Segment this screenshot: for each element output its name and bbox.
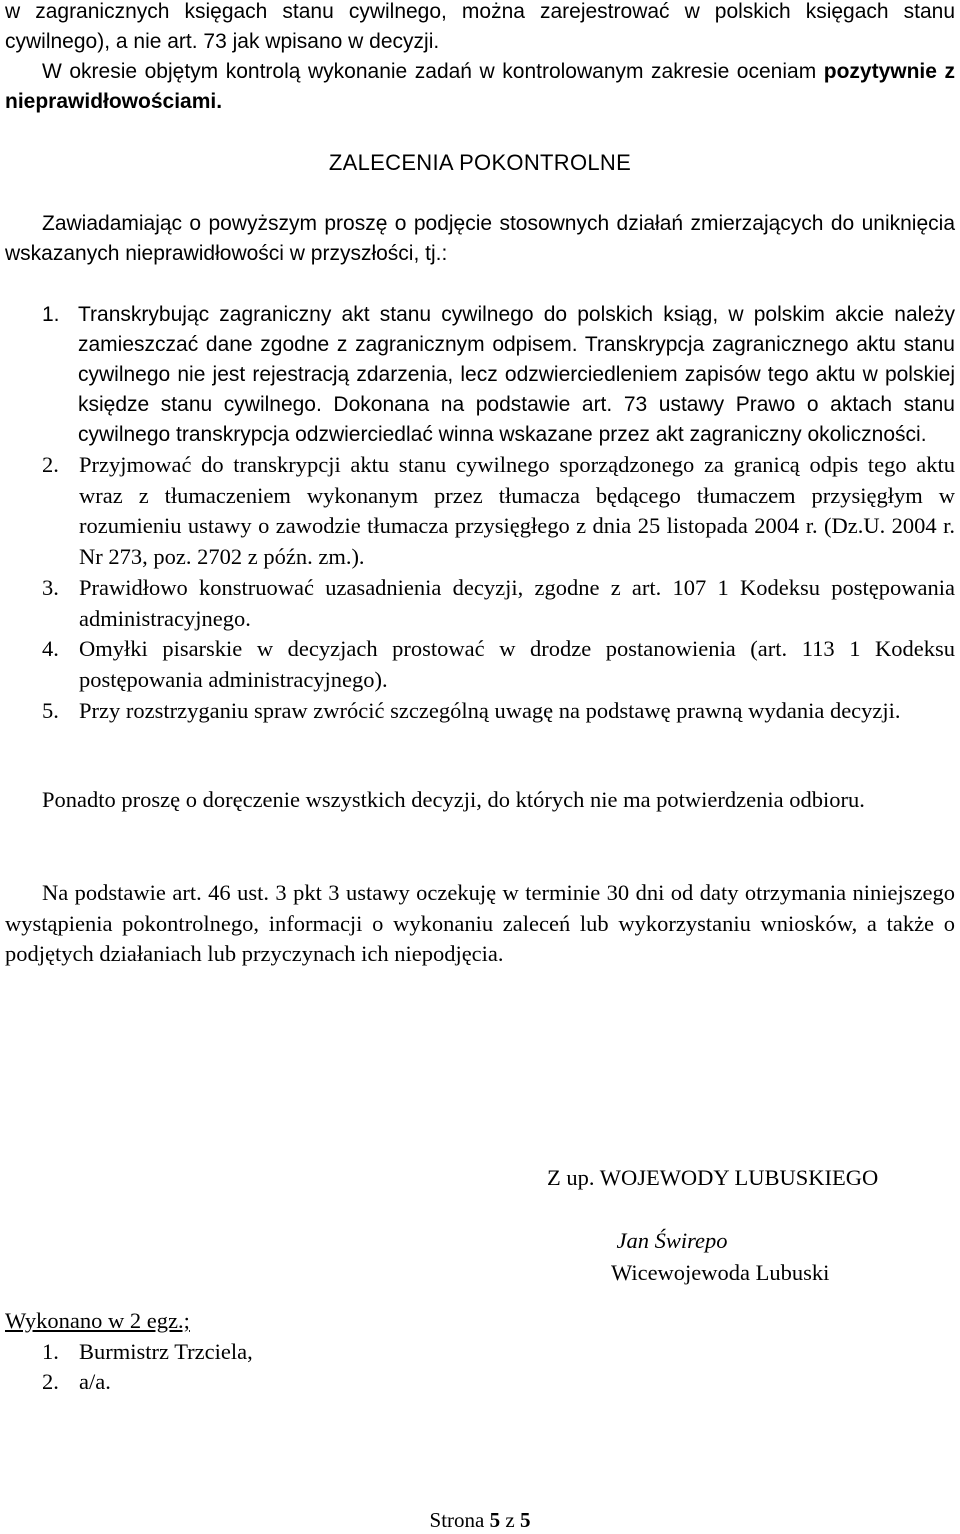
- recommendation-text: Przy rozstrzyganiu spraw zwrócić szczególną uwagę na podstawę prawną wydania decyzji.: [79, 697, 901, 723]
- copies-distribution: [5, 1306, 405, 1398]
- copy-number: 1.: [42, 1338, 59, 1364]
- recommendation-number: 4.: [42, 636, 59, 662]
- recommendation-item: [5, 634, 955, 695]
- recommendation-text: Omyłki pisarskie w decyzjach prostować w drodze postanowienia (art. 113 1 Kodeksu postępowania administracyjnego).: [79, 636, 955, 692]
- recommendation-text: Transkrybując zagraniczny akt stanu cywilnego do polskich ksiąg, w polskim akcie należy zamieszczać dane zgodne z zagranicznym odpisem. Transkrypcja zagranicznego aktu stanu cywilnego nie jest rejestracją zdarzenia, lecz odzwierciedleniem zapisów tego aktu w polskiej księdze stanu cywilnego. Dokonana na podstawie art. 73 ustawy Prawo o aktach stanu cywilnego transkrypcja odzwierciedlać winna wskazane przez akt zagraniczny okoliczności.: [78, 303, 955, 446]
- recommendations-list: [5, 300, 955, 726]
- recommendation-text: Przyjmować do transkrypcji aktu stanu cywilnego sporządzonego za granicą odpis tego aktu wraz z tłumaczeniem wykonanym przez tłumacza będącego tłumaczem przysięgłym w rozumieniu ustawy o zawodzie tłumacza przysięgłego z dnia 25 listopada 2004 r. (Dz.U. 2004 r. Nr 273, poz. 2702 z późn. zm.).: [79, 452, 955, 570]
- notice-paragraph: Zawiadamiając o powyższym proszę o podjęcie stosownych działań zmierzających do uniknięcia wskazanych nieprawidłowości w przyszłości, tj.:: [5, 212, 955, 265]
- copies-list: [5, 1337, 405, 1398]
- footer-page-number: 5: [489, 1508, 501, 1532]
- recommendation-number: 2.: [42, 452, 59, 477]
- page-footer: [0, 1506, 960, 1534]
- copies-title: Wykonano w 2 egz.;: [5, 1308, 190, 1333]
- footer-separator: z: [505, 1508, 515, 1532]
- assessment-paragraph: [5, 57, 955, 117]
- recommendation-number: 3.: [42, 574, 59, 600]
- signatory-name: Jan Świrepo: [616, 1228, 728, 1253]
- recommendation-item: [5, 450, 955, 573]
- request-paragraph: Ponadto proszę o doręczenie wszystkich decyzji, do których nie ma potwierdzenia odbioru.: [42, 787, 865, 812]
- assessment-verdict: pozytywnie z nieprawidłowościami.: [5, 60, 955, 113]
- copy-recipient-name: Burmistrz Trzciela,: [79, 1338, 253, 1364]
- intro-paragraph: w zagranicznych księgach stanu cywilnego, można zarejestrować w polskich księgach stanu cywilnego), a nie art. 73 jak wpisano w decyzji.: [5, 0, 955, 53]
- signature-on-behalf: Z up. WOJEWODY LUBUSKIEGO: [547, 1165, 879, 1190]
- recommendation-number: 5.: [42, 697, 59, 723]
- recommendation-item: [5, 300, 955, 450]
- intro-section: [5, 0, 955, 117]
- recommendation-item: [5, 696, 955, 727]
- assessment-text: W okresie objętym kontrolą wykonanie zadań w kontrolowanym zakresie oceniam: [42, 60, 824, 83]
- copy-number: 2.: [42, 1369, 59, 1395]
- footer-page-total: 5: [519, 1508, 531, 1532]
- recommendation-number: 1.: [42, 303, 60, 326]
- section-heading: ZALECENIA POKONTROLNE: [328, 150, 632, 175]
- deadline-paragraph: Na podstawie art. 46 ust. 3 pkt 3 ustawy oczekuję w terminie 30 dni od daty otrzymania niniejszego wystąpienia pokontrolnego, informacji o wykonaniu zaleceń lub wykorzystaniu wniosków, a także o podjętych działaniach lub przyczynach ich niepodjęcia.: [5, 880, 955, 967]
- copy-recipient: [5, 1367, 405, 1398]
- copy-recipient: [5, 1337, 405, 1368]
- copy-recipient-name: a/a.: [79, 1369, 111, 1395]
- recommendation-item: [5, 573, 955, 634]
- signatory-role: Wicewojewoda Lubuski: [611, 1260, 830, 1285]
- recommendation-text: Prawidłowo konstruować uzasadnienia decyzji, zgodne z art. 107 1 Kodeksu postępowania administracyjnego.: [79, 574, 955, 631]
- footer-page-word: Strona: [429, 1508, 485, 1532]
